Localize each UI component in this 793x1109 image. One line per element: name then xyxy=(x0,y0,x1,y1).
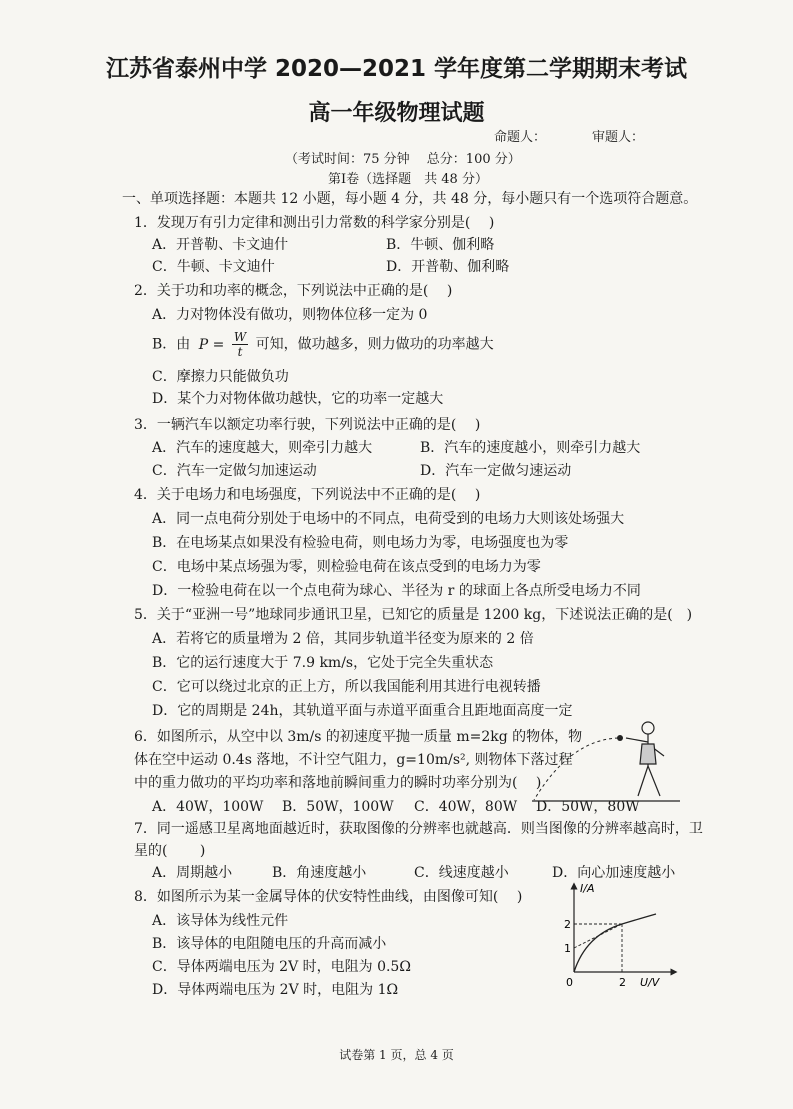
author-label: 命题人： xyxy=(494,130,547,145)
question-7-stem-line-1: 7．同一遥感卫星离地面越近时，获取图像的分辨率也就越高．则当图像的分辨率越高时，卫 xyxy=(134,821,703,837)
formula-denominator: t xyxy=(237,345,243,359)
question-5-option-a: A．若将它的质量增为 2 倍，其同步轨道半径变为原来的 2 倍 xyxy=(152,631,534,647)
question-4-option-a: A．同一点电荷分别处于电场中的不同点，电荷受到的电场力大则该处场强大 xyxy=(152,511,625,527)
question-4-option-c: C．电场中某点场强为零，则检验电荷在该点受到的电场力为零 xyxy=(152,559,541,575)
question-3-option-a: A．汽车的速度越大，则牵引力越大 xyxy=(152,440,373,456)
x-tick-2: 2 xyxy=(619,976,626,989)
question-7-option-c: C．线速度越小 xyxy=(414,865,509,881)
question-3-stem: 3．一辆汽车以额定功率行驶，下列说法中正确的是( ) xyxy=(134,417,481,433)
projectile-figure xyxy=(530,716,690,806)
question-2-option-b-prefix: B．由 xyxy=(152,336,191,353)
question-4-stem: 4．关于电场力和电场强度，下列说法中不正确的是( ) xyxy=(134,487,481,503)
question-5-stem: 5．关于“亚洲一号”地球同步通讯卫星，已知它的质量是 1200 kg，下述说法正确的是( ) xyxy=(134,607,693,623)
x-axis-label: U/V xyxy=(640,976,660,989)
question-1-stem: 1．发现万有引力定律和测出引力常数的科学家分别是( ) xyxy=(134,215,495,231)
question-2-option-c: C．摩擦力只能做负功 xyxy=(152,369,289,385)
question-6-stem-line-3: 中的重力做功的平均功率和落地前瞬间重力的瞬时功率分别为( ) xyxy=(134,775,542,791)
exam-title: 江苏省泰州中学 2020—2021 学年度第二学期期末考试 xyxy=(105,56,688,82)
question-8-option-c: C．导体两端电压为 2V 时，电阻为 0.5Ω xyxy=(152,959,411,975)
question-6-option-a: A．40W，100W xyxy=(152,799,264,815)
question-2-option-d: D．某个力对物体做功越快，它的功率一定越大 xyxy=(152,391,444,407)
question-3-option-b: B．汽车的速度越小，则牵引力越大 xyxy=(420,440,641,456)
y-tick-1: 1 xyxy=(564,942,571,955)
question-6-stem-line-1: 6．如图所示，从空中以 3m/s 的初速度平抛一质量 m=2kg 的物体，物 xyxy=(134,729,583,745)
question-6-option-c: C．40W，80W xyxy=(414,799,518,815)
iu-characteristic-graph xyxy=(556,880,686,990)
question-5-option-b: B．它的运行速度大于 7.9 km/s，它处于完全失重状态 xyxy=(152,655,494,671)
reviewer-label: 审题人： xyxy=(592,130,645,145)
question-3-option-c: C．汽车一定做匀加速运动 xyxy=(152,463,317,479)
question-5-option-c: C．它可以绕过北京的正上方，所以我国能利用其进行电视转播 xyxy=(152,679,541,695)
question-4-option-d: D．一检验电荷在以一个点电荷为球心、半径为 r 的球面上各点所受电场力不同 xyxy=(152,583,641,599)
trajectory-curve xyxy=(534,738,618,800)
formula-lhs: P = xyxy=(198,336,225,353)
volume-heading: 第Ⅰ卷（选择题 共 48 分） xyxy=(328,172,488,187)
exam-subtitle: 高一年级物理试题 xyxy=(308,101,485,126)
iu-curve xyxy=(574,914,656,972)
question-7-stem-line-2: 星的( ) xyxy=(134,843,206,859)
page-footer: 试卷第 1 页，总 4 页 xyxy=(339,1048,454,1062)
question-7-option-b: B．角速度越小 xyxy=(272,865,367,881)
question-8-option-d: D．导体两端电压为 2V 时，电阻为 1Ω xyxy=(152,982,399,998)
question-1-option-c: C．牛顿、卡文迪什 xyxy=(152,259,275,275)
origin-label: 0 xyxy=(566,976,573,989)
question-5-option-d: D．它的周期是 24h，其轨道平面与赤道平面重合且距地面高度一定 xyxy=(152,703,573,719)
ball-icon xyxy=(617,735,623,741)
question-8-option-a: A．该导体为线性元件 xyxy=(152,913,289,929)
question-2-option-b xyxy=(152,330,494,359)
question-6-option-b: B．50W，100W xyxy=(282,799,394,815)
question-4-option-b: B．在电场某点如果没有检验电荷，则电场力为零，电场强度也为零 xyxy=(152,535,569,551)
question-2-option-b-suffix: 可知，做功越多，则力做功的功率越大 xyxy=(255,336,494,353)
formula-fraction xyxy=(232,330,248,359)
question-2-stem: 2．关于功和功率的概念，下列说法中正确的是( ) xyxy=(134,283,453,299)
question-8-option-b: B．该导体的电阻随电压的升高而减小 xyxy=(152,936,387,952)
y-tick-2: 2 xyxy=(564,918,571,931)
question-7-option-d: D．向心加速度越小 xyxy=(552,865,676,881)
question-1-option-d: D．开普勒、伽利略 xyxy=(386,259,510,275)
question-1-option-b: B．牛顿、伽利略 xyxy=(386,237,495,253)
exam-info: （考试时间：75 分钟 总分：100 分） xyxy=(285,152,521,167)
formula-numerator: W xyxy=(233,330,247,344)
question-3-option-d: D．汽车一定做匀速运动 xyxy=(420,463,572,479)
question-2-option-a: A．力对物体没有做功，则物体位移一定为 0 xyxy=(152,307,428,323)
thrower-figure-icon xyxy=(626,722,664,796)
question-1-option-a: A．开普勒、卡文迪什 xyxy=(152,237,289,253)
question-7-option-a: A．周期越小 xyxy=(152,865,233,881)
question-6-option-d: D．50W，80W xyxy=(536,799,640,815)
question-8-stem: 8．如图所示为某一金属导体的伏安特性曲线，由图像可知( ) xyxy=(134,889,523,905)
section-heading: 一、单项选择题：本题共 12 小题，每小题 4 分，共 48 分，每小题只有一个选项符合题意。 xyxy=(122,191,698,207)
y-axis-label: I/A xyxy=(580,882,595,895)
question-6-stem-line-2: 体在空中运动 0.4s 落地，不计空气阻力，g=10m/s², 则物体下落过程 xyxy=(134,752,573,768)
